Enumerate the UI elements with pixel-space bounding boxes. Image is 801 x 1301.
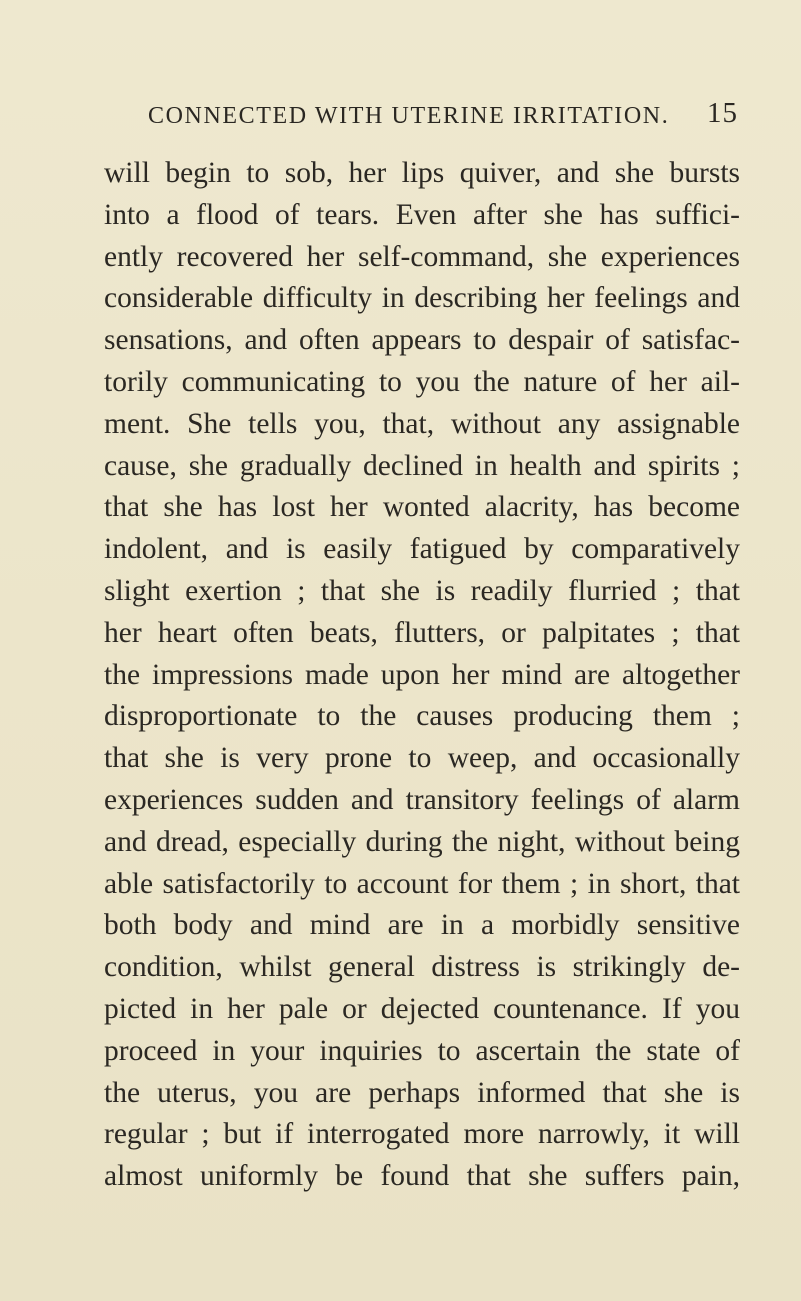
text-line: picted in her pale or dejected countenance. If you	[104, 992, 740, 1025]
text-line: ment. She tells you, that, without any assignable	[104, 407, 740, 440]
text-line: condition, whilst general distress is strikingly de-	[104, 951, 740, 984]
text-line: the uterus, you are perhaps informed that she is	[104, 1076, 740, 1109]
body-text	[104, 153, 740, 1198]
text-line: indolent, and is easily fatigued by comparatively	[104, 533, 740, 566]
text-line: disproportionate to the causes producing them ;	[104, 700, 740, 733]
text-line: experiences sudden and transitory feelings of alarm	[104, 783, 740, 816]
running-head	[148, 97, 738, 135]
text-line: slight exertion ; that she is readily flurried ; that	[104, 574, 740, 607]
text-line: will begin to sob, her lips quiver, and she bursts	[104, 157, 740, 189]
text-line: that she is very prone to weep, and occasionally	[104, 742, 740, 775]
text-line: her heart often beats, flutters, or palpitates ; that	[104, 616, 740, 649]
text-line: into a flood of tears. Even after she has suffici-	[104, 198, 740, 231]
text-line: almost uniformly be found that she suffers pain,	[104, 1160, 740, 1193]
text-line: the impressions made upon her mind are altogether	[104, 658, 740, 691]
text-line: ently recovered her self-command, she experiences	[104, 240, 740, 273]
page-number: 15	[707, 97, 738, 129]
text-line: sensations, and often appears to despair of satisfac-	[104, 324, 740, 357]
text-line: both body and mind are in a morbidly sensitive	[104, 909, 740, 942]
text-line: proceed in your inquiries to ascertain the state of	[104, 1034, 740, 1067]
text-line: able satisfactorily to account for them ; in short, that	[104, 867, 740, 900]
text-line: cause, she gradually declined in health and spirits ;	[104, 449, 740, 482]
text-line: and dread, especially during the night, without being	[104, 825, 740, 858]
text-line: that she has lost her wonted alacrity, has become	[104, 491, 740, 524]
text-line: torily communicating to you the nature of her ail-	[104, 365, 740, 398]
text-line: considerable difficulty in describing her feelings and	[104, 282, 740, 315]
running-head-title: CONNECTED WITH UTERINE IRRITATION.	[148, 103, 670, 129]
text-line: regular ; but if interrogated more narrowly, it will	[104, 1118, 740, 1151]
